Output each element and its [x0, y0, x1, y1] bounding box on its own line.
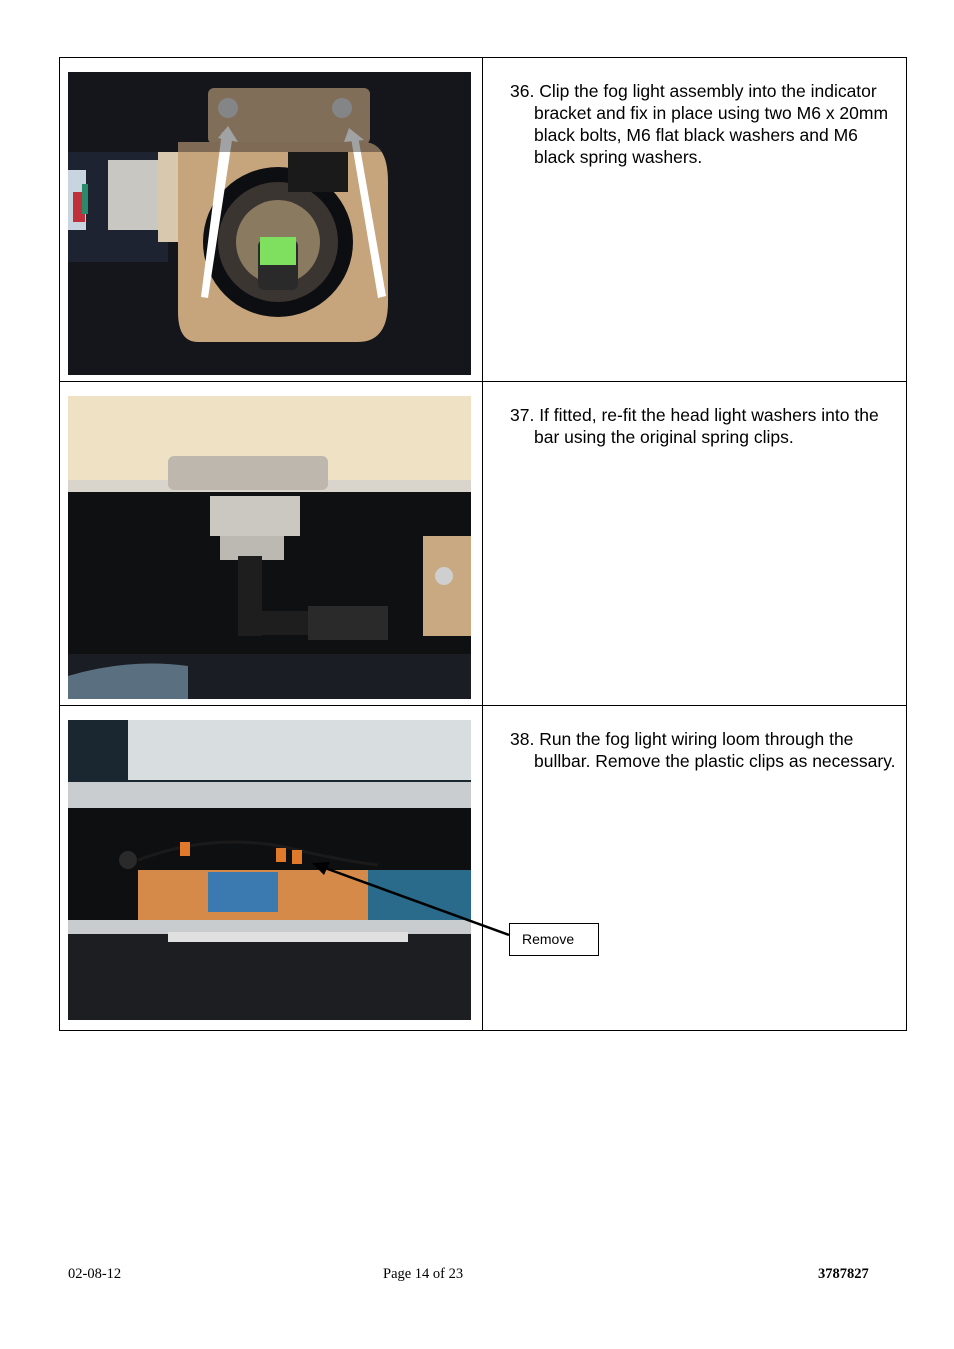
wiring-loom-photo [68, 720, 471, 1020]
instruction-steps-table [59, 57, 907, 1031]
step-row-38 [60, 706, 907, 1031]
footer-document-code: 3787827 [818, 1266, 869, 1282]
step-37-image-cell [60, 382, 483, 706]
step-36-text-cell [483, 58, 907, 382]
step-38-text-cell [483, 706, 907, 1031]
footer-date: 02-08-12 [68, 1266, 122, 1282]
step-38-image-cell [60, 706, 483, 1031]
footer-page-number: Page 14 of 23 [383, 1266, 464, 1282]
step-36-image-cell [60, 58, 483, 382]
step-row-37 [60, 382, 907, 706]
step-36-text: 36. Clip the fog light assembly into the indicator bracket and fix in place using two M6 x 20mm black bolts, M6 flat black washers and M6 black spring washers. [510, 81, 889, 167]
step-row-36 [60, 58, 907, 382]
head-light-washer-photo [68, 396, 471, 699]
fog-light-photo [68, 72, 471, 375]
step-38-text: 38. Run the fog light wiring loom through the bullbar. Remove the plastic clips as necessary. [510, 729, 896, 771]
step-37-text-cell [483, 382, 907, 706]
remove-callout-label: Remove [509, 923, 599, 956]
step-37-text: 37. If fitted, re-fit the head light washers into the bar using the original spring clips. [510, 405, 879, 447]
